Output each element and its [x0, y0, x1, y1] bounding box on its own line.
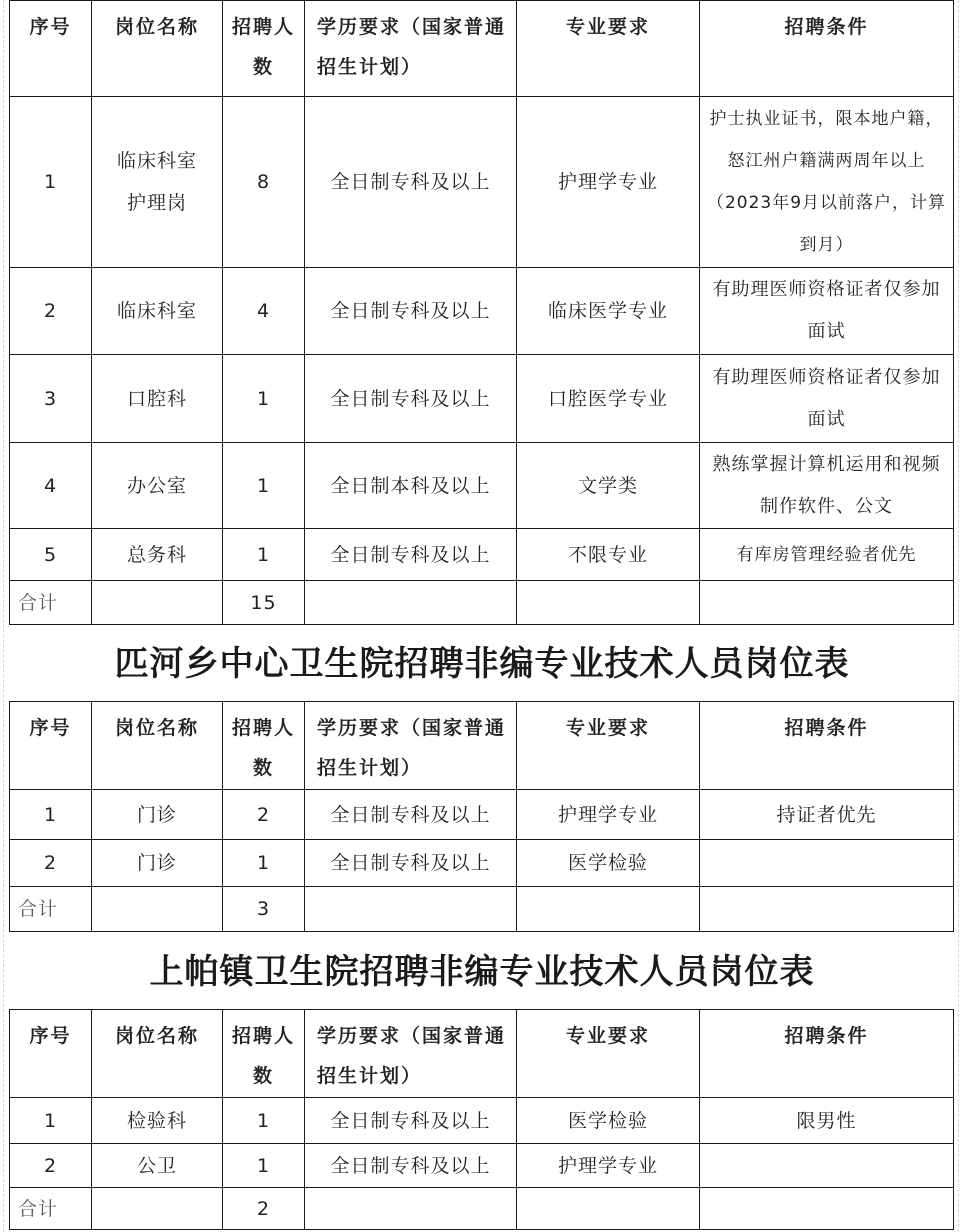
cell-count: 1 — [223, 1098, 305, 1144]
page-edge-guide — [958, 0, 959, 1232]
cell-major: 医学检验 — [517, 840, 700, 887]
cell-education: 全日制专科及以上 — [305, 1098, 517, 1144]
header-major: 专业要求 — [517, 702, 700, 790]
header-no: 序号 — [10, 1, 92, 97]
cell-no: 3 — [10, 355, 92, 443]
cell-conditions: 有助理医师资格证者仅参加面试 — [700, 355, 954, 443]
cell-major: 护理学专业 — [517, 97, 700, 268]
cell-no: 4 — [10, 443, 92, 529]
table-row — [10, 97, 954, 268]
total-label: 合计 — [10, 887, 92, 932]
cell-empty — [700, 887, 954, 932]
table-row — [10, 355, 954, 443]
positions-table-3 — [9, 1009, 954, 1230]
cell-position: 总务科 — [92, 529, 223, 581]
header-count: 招聘人数 — [223, 1010, 305, 1098]
header-education: 学历要求（国家普通招生计划） — [305, 702, 517, 790]
cell-empty — [92, 1188, 223, 1230]
cell-no: 2 — [10, 268, 92, 355]
cell-no: 2 — [10, 1144, 92, 1188]
table-header-row — [10, 702, 954, 790]
cell-conditions: 有助理医师资格证者仅参加面试 — [700, 268, 954, 355]
table-2-title: 匹河乡中心卫生院招聘非编专业技术人员岗位表 — [114, 644, 850, 684]
cell-empty — [92, 887, 223, 932]
header-count: 招聘人数 — [223, 1, 305, 97]
total-count: 2 — [223, 1188, 305, 1230]
cell-major: 临床医学专业 — [517, 268, 700, 355]
cell-major: 护理学专业 — [517, 790, 700, 840]
cell-empty — [517, 887, 700, 932]
page-edge-guide — [3, 0, 4, 1232]
cell-conditions: 熟练掌握计算机运用和视频制作软件、公文 — [700, 443, 954, 529]
cell-count: 1 — [223, 529, 305, 581]
cell-no: 1 — [10, 1098, 92, 1144]
cell-empty — [700, 581, 954, 625]
header-conditions: 招聘条件 — [700, 1, 954, 97]
cell-empty — [92, 581, 223, 625]
table-row — [10, 529, 954, 581]
cell-count: 1 — [223, 443, 305, 529]
cell-empty — [517, 1188, 700, 1230]
cell-position: 公卫 — [92, 1144, 223, 1188]
cell-empty — [305, 581, 517, 625]
cell-education: 全日制专科及以上 — [305, 97, 517, 268]
total-count: 15 — [223, 581, 305, 625]
positions-table-1 — [9, 0, 954, 625]
cell-count: 1 — [223, 1144, 305, 1188]
cell-conditions: 护士执业证书，限本地户籍，怒江州户籍满两周年以上（2023年9月以前落户，计算到月） — [700, 97, 954, 268]
cell-empty — [305, 887, 517, 932]
cell-empty — [305, 1188, 517, 1230]
cell-education: 全日制专科及以上 — [305, 529, 517, 581]
table-row — [10, 840, 954, 887]
cell-education: 全日制专科及以上 — [305, 1144, 517, 1188]
cell-count: 2 — [223, 790, 305, 840]
header-no: 序号 — [10, 702, 92, 790]
header-education: 学历要求（国家普通招生计划） — [305, 1010, 517, 1098]
header-conditions: 招聘条件 — [700, 1010, 954, 1098]
cell-position: 办公室 — [92, 443, 223, 529]
positions-table-2 — [9, 701, 954, 932]
cell-no: 1 — [10, 790, 92, 840]
table-row — [10, 1098, 954, 1144]
cell-major: 不限专业 — [517, 529, 700, 581]
cell-education: 全日制本科及以上 — [305, 443, 517, 529]
total-count: 3 — [223, 887, 305, 932]
table-total-row — [10, 1188, 954, 1230]
cell-no: 1 — [10, 97, 92, 268]
cell-conditions: 有库房管理经验者优先 — [700, 529, 954, 581]
cell-no: 2 — [10, 840, 92, 887]
cell-count: 4 — [223, 268, 305, 355]
cell-conditions: 限男性 — [700, 1098, 954, 1144]
cell-major: 口腔医学专业 — [517, 355, 700, 443]
cell-major: 文学类 — [517, 443, 700, 529]
header-position: 岗位名称 — [92, 1010, 223, 1098]
header-position: 岗位名称 — [92, 1, 223, 97]
table-total-row — [10, 581, 954, 625]
cell-position: 临床科室护理岗 — [92, 97, 223, 268]
table-header-row — [10, 1, 954, 97]
cell-position: 门诊 — [92, 790, 223, 840]
total-label: 合计 — [10, 581, 92, 625]
cell-education: 全日制专科及以上 — [305, 840, 517, 887]
table-total-row — [10, 887, 954, 932]
cell-count: 1 — [223, 355, 305, 443]
cell-major: 护理学专业 — [517, 1144, 700, 1188]
cell-education: 全日制专科及以上 — [305, 268, 517, 355]
cell-position: 临床科室 — [92, 268, 223, 355]
cell-education: 全日制专科及以上 — [305, 790, 517, 840]
cell-empty — [700, 1188, 954, 1230]
cell-conditions — [700, 1144, 954, 1188]
cell-education: 全日制专科及以上 — [305, 355, 517, 443]
header-position: 岗位名称 — [92, 702, 223, 790]
cell-major: 医学检验 — [517, 1098, 700, 1144]
total-label: 合计 — [10, 1188, 92, 1230]
table-row — [10, 443, 954, 529]
cell-position: 口腔科 — [92, 355, 223, 443]
header-count: 招聘人数 — [223, 702, 305, 790]
header-major: 专业要求 — [517, 1010, 700, 1098]
header-education: 学历要求（国家普通招生计划） — [305, 1, 517, 97]
cell-position: 门诊 — [92, 840, 223, 887]
table-row — [10, 268, 954, 355]
table-header-row — [10, 1010, 954, 1098]
table-row — [10, 1144, 954, 1188]
cell-position: 检验科 — [92, 1098, 223, 1144]
cell-no: 5 — [10, 529, 92, 581]
cell-count: 8 — [223, 97, 305, 268]
cell-count: 1 — [223, 840, 305, 887]
cell-empty — [517, 581, 700, 625]
table-3-title: 上帕镇卫生院招聘非编专业技术人员岗位表 — [149, 952, 815, 992]
header-conditions: 招聘条件 — [700, 702, 954, 790]
header-major: 专业要求 — [517, 1, 700, 97]
cell-conditions — [700, 840, 954, 887]
header-no: 序号 — [10, 1010, 92, 1098]
table-row — [10, 790, 954, 840]
cell-conditions: 持证者优先 — [700, 790, 954, 840]
